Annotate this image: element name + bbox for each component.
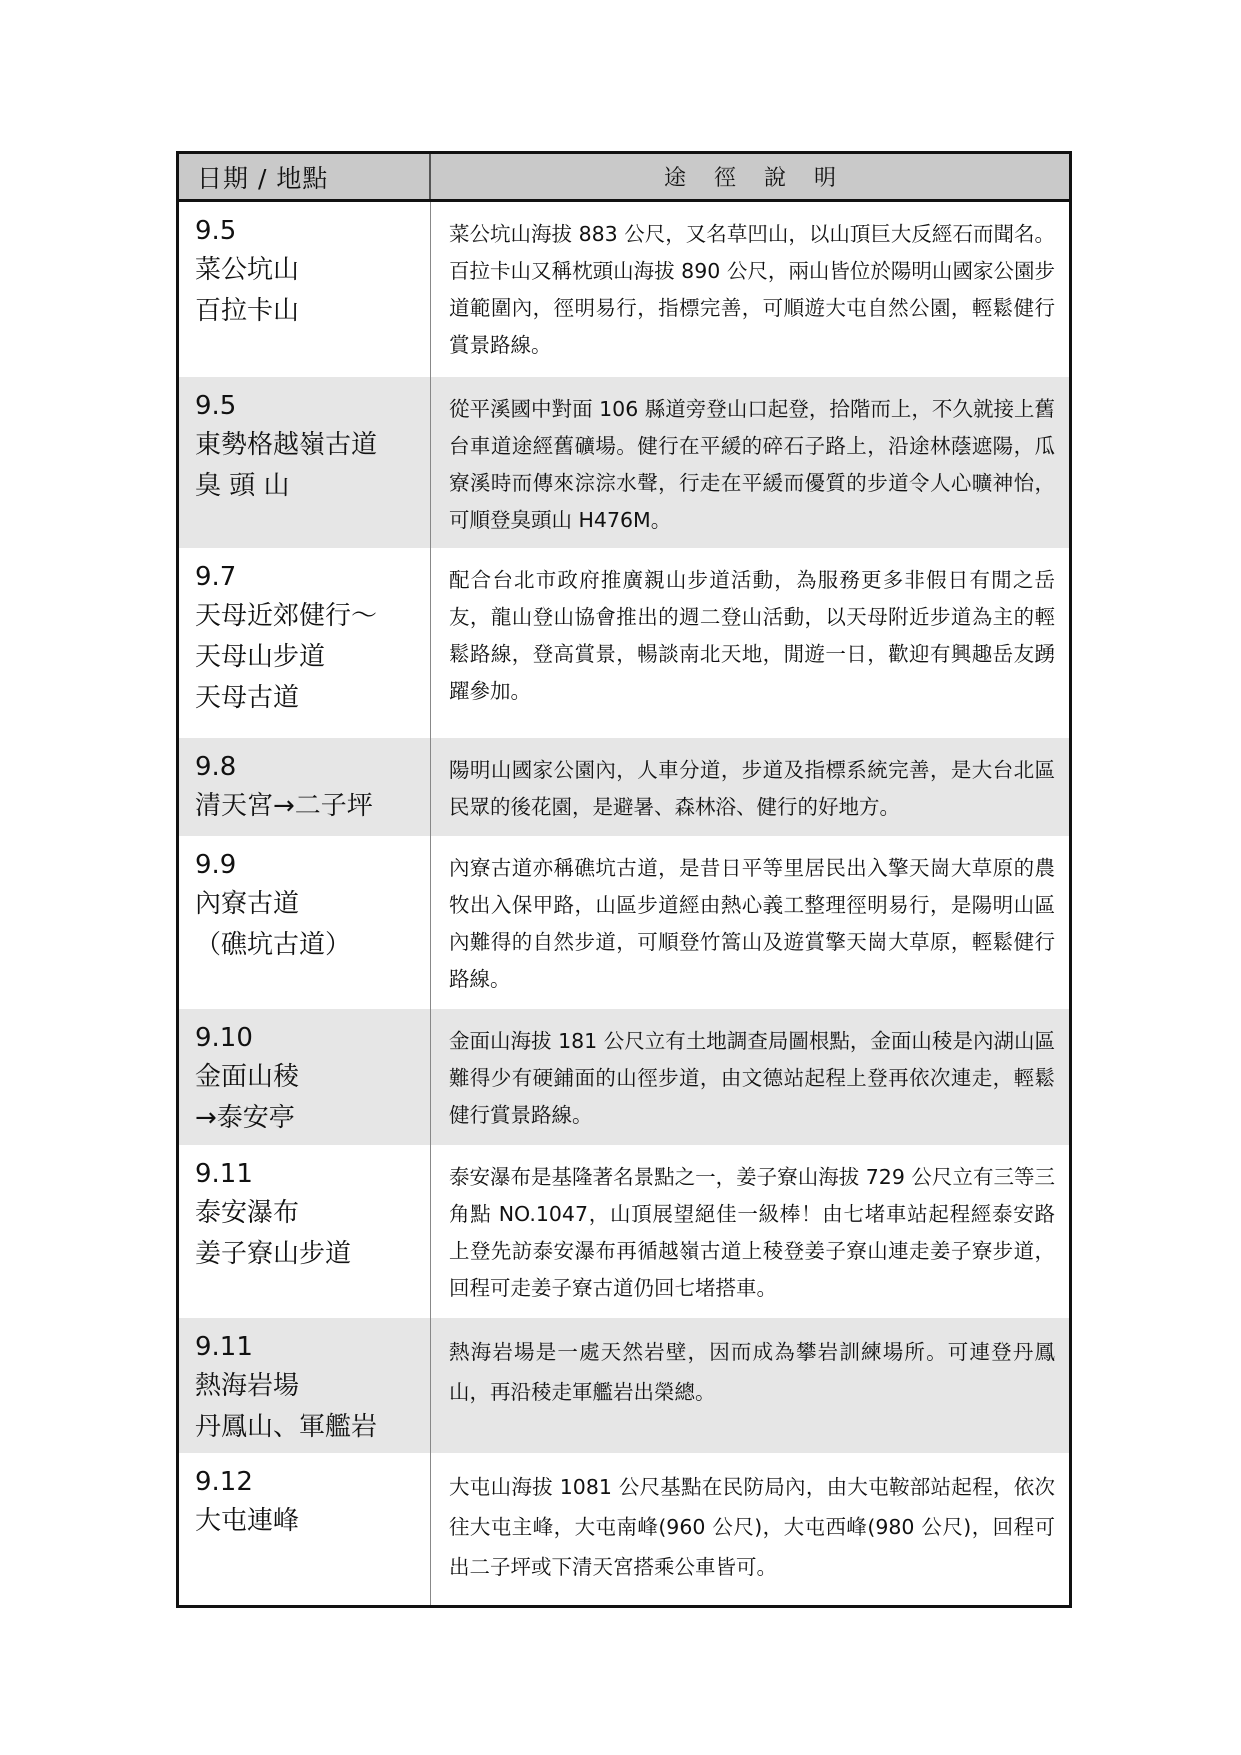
row-date: 9.11 [195,1159,253,1189]
row-place: 泰安瀑布 [195,1198,300,1228]
row-date: 9.5 [195,216,237,246]
header-date-location: 日期 / 地點 [179,154,431,199]
date-location-cell [179,1318,431,1453]
row-place: →泰安亭 [195,1103,295,1133]
table-row [179,377,1069,548]
row-date: 9.7 [195,562,237,592]
row-place: （礁坑古道） [195,930,352,960]
row-description: 陽明山國家公園內，人車分道，步道及指標系統完善，是大台北區民眾的後花園，是避暑、森林浴、健行的好地方。 [449,758,1055,819]
row-description: 內寮古道亦稱礁坑古道，是昔日平等里居民出入擎天崗大草原的農牧出入保甲路，山區步道經由熱心義工整理徑明易行，是陽明山區內難得的自然步道，可順登竹篙山及遊賞擎天崗大草原，輕鬆健行路線。 [449,856,1055,991]
row-description: 配合台北市政府推廣親山步道活動，為服務更多非假日有閒之岳友，龍山登山協會推出的週二登山活動，以天母附近步道為主的輕鬆路線，登高賞景，暢談南北天地，閒遊一日，歡迎有興趣岳友踴躍參加。 [449,568,1055,703]
description-cell [431,1145,1069,1318]
table-row [179,548,1069,738]
table-row [179,202,1069,377]
row-place: 姜子寮山步道 [195,1239,352,1269]
row-description: 泰安瀑布是基隆著名景點之一，姜子寮山海拔 729 公尺立有三等三角點 NO.1047，山頂展望絕佳一級棒！由七堵車站起程經泰安路上登先訪泰安瀑布再循越嶺古道上稜登姜子寮山連走姜子寮步道，回程可走姜子寮古道仍回七堵搭車。 [449,1165,1055,1300]
row-date: 9.8 [195,752,237,782]
row-place: 東勢格越嶺古道 [195,430,378,460]
date-location-cell [179,1453,431,1605]
row-description: 從平溪國中對面 106 縣道旁登山口起登，拾階而上，不久就接上舊台車道途經舊礦場。健行在平緩的碎石子路上，沿途林蔭遮陽，瓜寮溪時而傳來淙淙水聲，行走在平緩而優質的步道令人心曠神怡，可順登臭頭山 H476M。 [449,397,1055,532]
table-row [179,1009,1069,1145]
description-cell [431,377,1069,548]
table-row [179,738,1069,836]
date-location-cell [179,377,431,548]
description-cell [431,836,1069,1009]
date-location-cell [179,738,431,836]
row-description: 大屯山海拔 1081 公尺基點在民防局內，由大屯鞍部站起程，依次往大屯主峰，大屯南峰(960 公尺)，大屯西峰(980 公尺)，回程可出二子坪或下清天宮搭乘公車皆可。 [449,1475,1055,1579]
row-place: 金面山稜 [195,1062,300,1092]
row-date: 9.12 [195,1467,253,1497]
row-place: 天母近郊健行～ [195,601,378,631]
row-place: 清天宮→二子坪 [195,791,373,821]
table-row [179,1318,1069,1453]
row-place: 天母古道 [195,683,300,713]
row-description: 熱海岩場是一處天然岩壁，因而成為攀岩訓練場所。可連登丹鳳山，再沿稜走軍艦岩出榮總。 [449,1340,1055,1404]
row-date: 9.5 [195,391,237,421]
row-place: 菜公坑山 [195,255,300,285]
date-location-cell [179,1009,431,1145]
row-place: 天母山步道 [195,642,326,672]
row-place: 大屯連峰 [195,1506,300,1536]
description-cell [431,738,1069,836]
row-place: 熱海岩場 [195,1371,300,1401]
row-place: 內寮古道 [195,889,300,919]
row-place: 丹鳳山、軍艦岩 [195,1412,378,1442]
description-cell [431,548,1069,738]
row-description: 菜公坑山海拔 883 公尺，又名草凹山，以山頂巨大反經石而聞名。百拉卡山又稱枕頭山海拔 890 公尺，兩山皆位於陽明山國家公園步道範圍內，徑明易行，指標完善，可順遊大屯自然公園，輕鬆健行賞景路線。 [449,222,1055,357]
row-date: 9.11 [195,1332,253,1362]
table-header [179,154,1069,202]
activity-schedule-table [176,151,1072,1608]
row-date: 9.9 [195,850,237,880]
table-row [179,1145,1069,1318]
description-cell [431,1318,1069,1453]
row-date: 9.10 [195,1023,253,1053]
table-row [179,1453,1069,1605]
row-description: 金面山海拔 181 公尺立有土地調查局圖根點，金面山稜是內湖山區難得少有硬鋪面的山徑步道，由文德站起程上登再依次連走，輕鬆健行賞景路線。 [449,1029,1055,1127]
date-location-cell [179,836,431,1009]
row-place: 百拉卡山 [195,296,300,326]
date-location-cell [179,202,431,377]
description-cell [431,1009,1069,1145]
description-cell [431,1453,1069,1605]
header-route-description: 途徑說明 [663,166,864,191]
date-location-cell [179,548,431,738]
table-row [179,836,1069,1009]
row-place: 臭 頭 山 [195,471,290,501]
description-cell [431,202,1069,377]
date-location-cell [179,1145,431,1318]
